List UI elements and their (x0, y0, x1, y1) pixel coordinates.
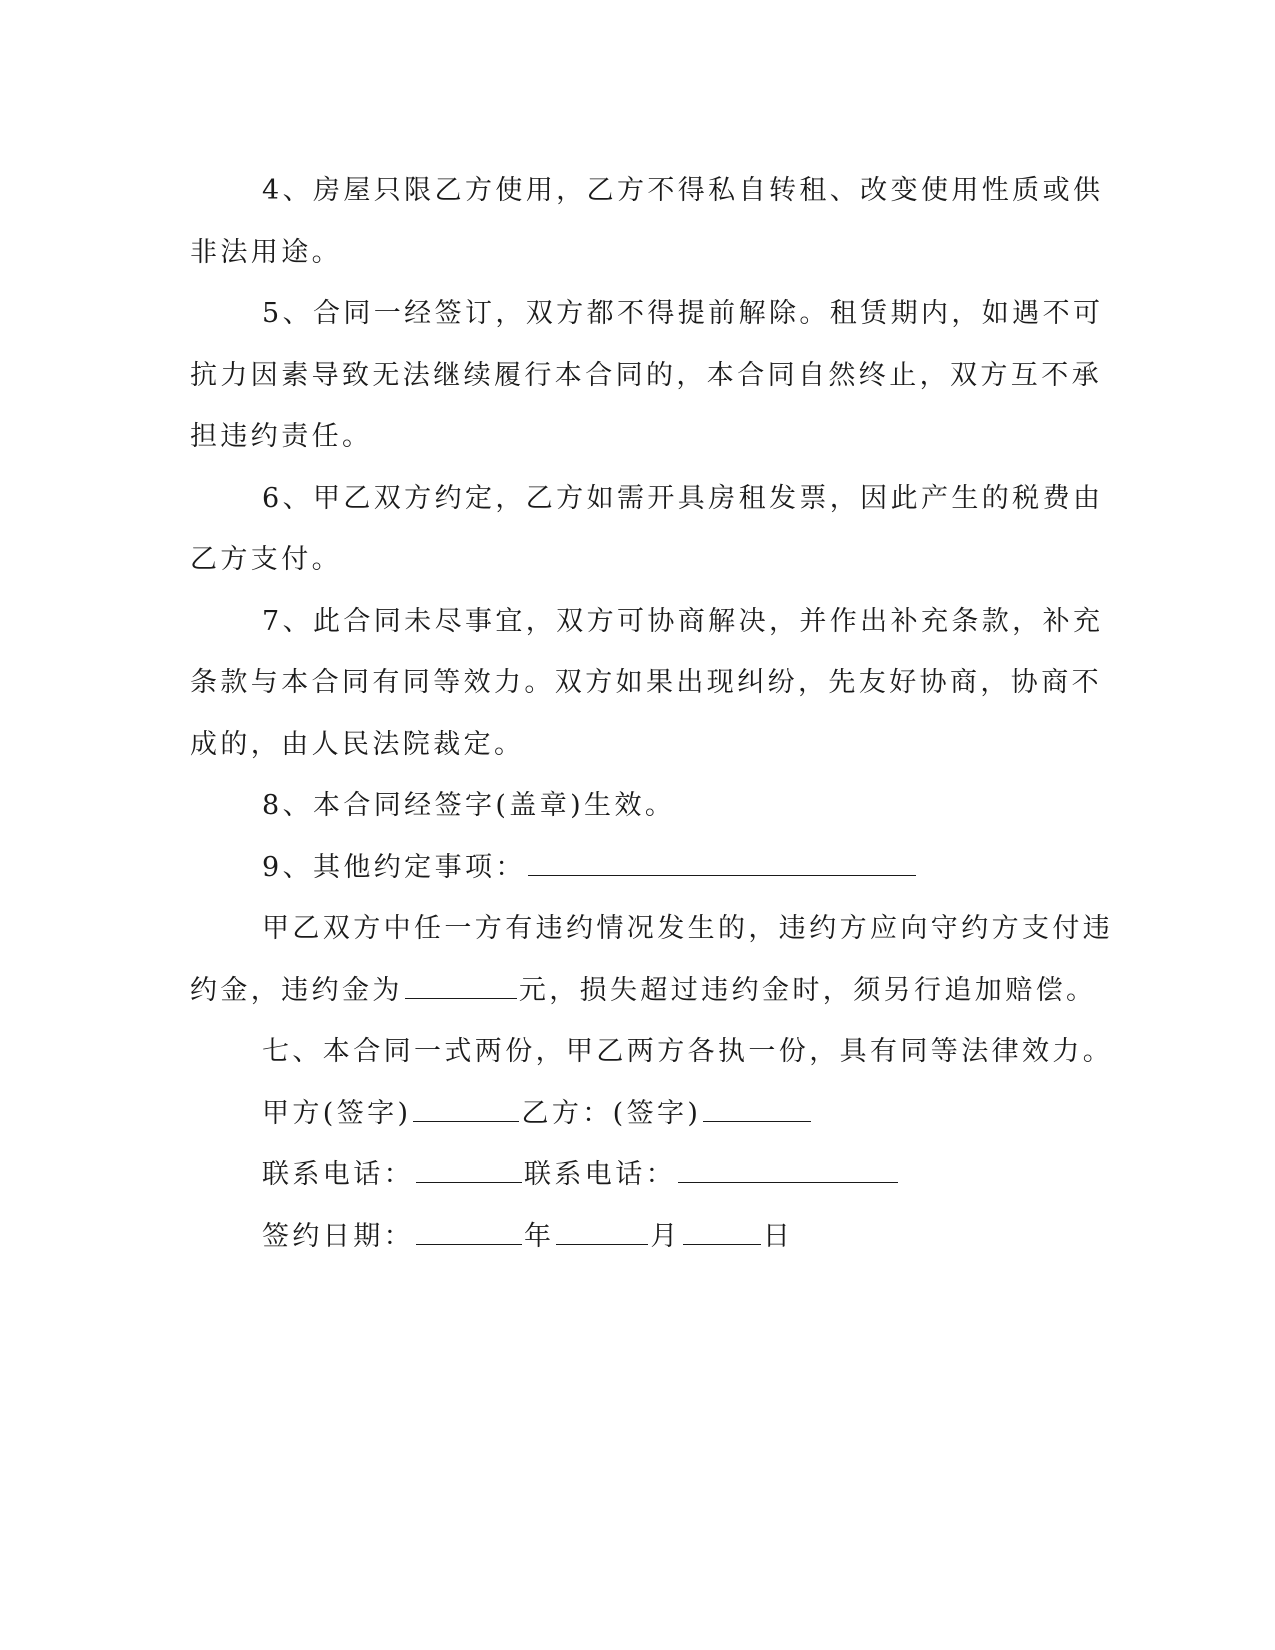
phone-a-blank[interactable] (416, 1160, 522, 1183)
party-b-label: 乙方：(签字) (521, 1097, 702, 1129)
phone-b-blank[interactable] (678, 1160, 898, 1183)
clause-7-line-1: 7、此合同未尽事宜，双方可协商解决，并作出补充条款，补充 (262, 605, 1104, 637)
year-blank[interactable] (416, 1222, 522, 1245)
contract-body (190, 160, 1114, 1267)
clause-5-line-2: 抗力因素导致无法继续履行本合同的，本合同自然终止，双方互不承 (190, 359, 1102, 391)
clause-6-line-2: 乙方支付。 (190, 544, 342, 575)
day-blank[interactable] (683, 1222, 761, 1245)
clause-9-label: 9、其他约定事项： (262, 851, 526, 883)
phone-line (190, 1144, 1070, 1206)
breach-line-2 (190, 960, 1097, 1022)
copies-line: 七、本合同一式两份，甲乙两方各执一份，具有同等法律效力。 (262, 1036, 1114, 1067)
signature-line (190, 1083, 1070, 1145)
clause-9-line (190, 837, 1070, 899)
party-a-label: 甲方(签字) (262, 1097, 412, 1129)
clause-7-line-3: 成的，由人民法院裁定。 (190, 728, 525, 760)
breach-suffix: 元，损失超过违约金时，须另行追加赔偿。 (518, 974, 1097, 1006)
breach-prefix: 约金，违约金为 (190, 974, 403, 1006)
month-blank[interactable] (556, 1222, 648, 1245)
clause-8-line-1: 8、本合同经签字(盖章)生效。 (262, 790, 676, 821)
phone-a-label: 联系电话： (262, 1159, 414, 1190)
phone-b-label: 联系电话： (524, 1159, 676, 1190)
clause-5-line-3: 担违约责任。 (190, 421, 373, 452)
other-terms-blank[interactable] (528, 853, 916, 876)
penalty-amount-blank[interactable] (405, 976, 517, 999)
party-a-signature-blank[interactable] (413, 1099, 519, 1122)
day-label: 日 (762, 1220, 794, 1252)
date-line (190, 1206, 1070, 1268)
clause-4-line-2: 非法用途。 (190, 236, 342, 268)
month-label: 月 (650, 1220, 681, 1252)
clause-4-line-1: 4、房屋只限乙方使用，乙方不得私自转租、改变使用性质或供 (262, 175, 1104, 206)
party-b-signature-blank[interactable] (703, 1099, 811, 1122)
clause-7-line-2: 条款与本合同有同等效力。双方如果出现纠纷，先友好协商，协商不 (190, 667, 1102, 698)
date-label: 签约日期： (262, 1220, 414, 1252)
clause-5-line-1: 5、合同一经签订，双方都不得提前解除。租赁期内，如遇不可 (262, 298, 1104, 329)
breach-line-1: 甲乙双方中任一方有违约情况发生的，违约方应向守约方支付违 (262, 913, 1114, 944)
year-label: 年 (524, 1220, 555, 1252)
clause-6-line-1: 6、甲乙双方约定，乙方如需开具房租发票，因此产生的税费由 (262, 482, 1104, 514)
